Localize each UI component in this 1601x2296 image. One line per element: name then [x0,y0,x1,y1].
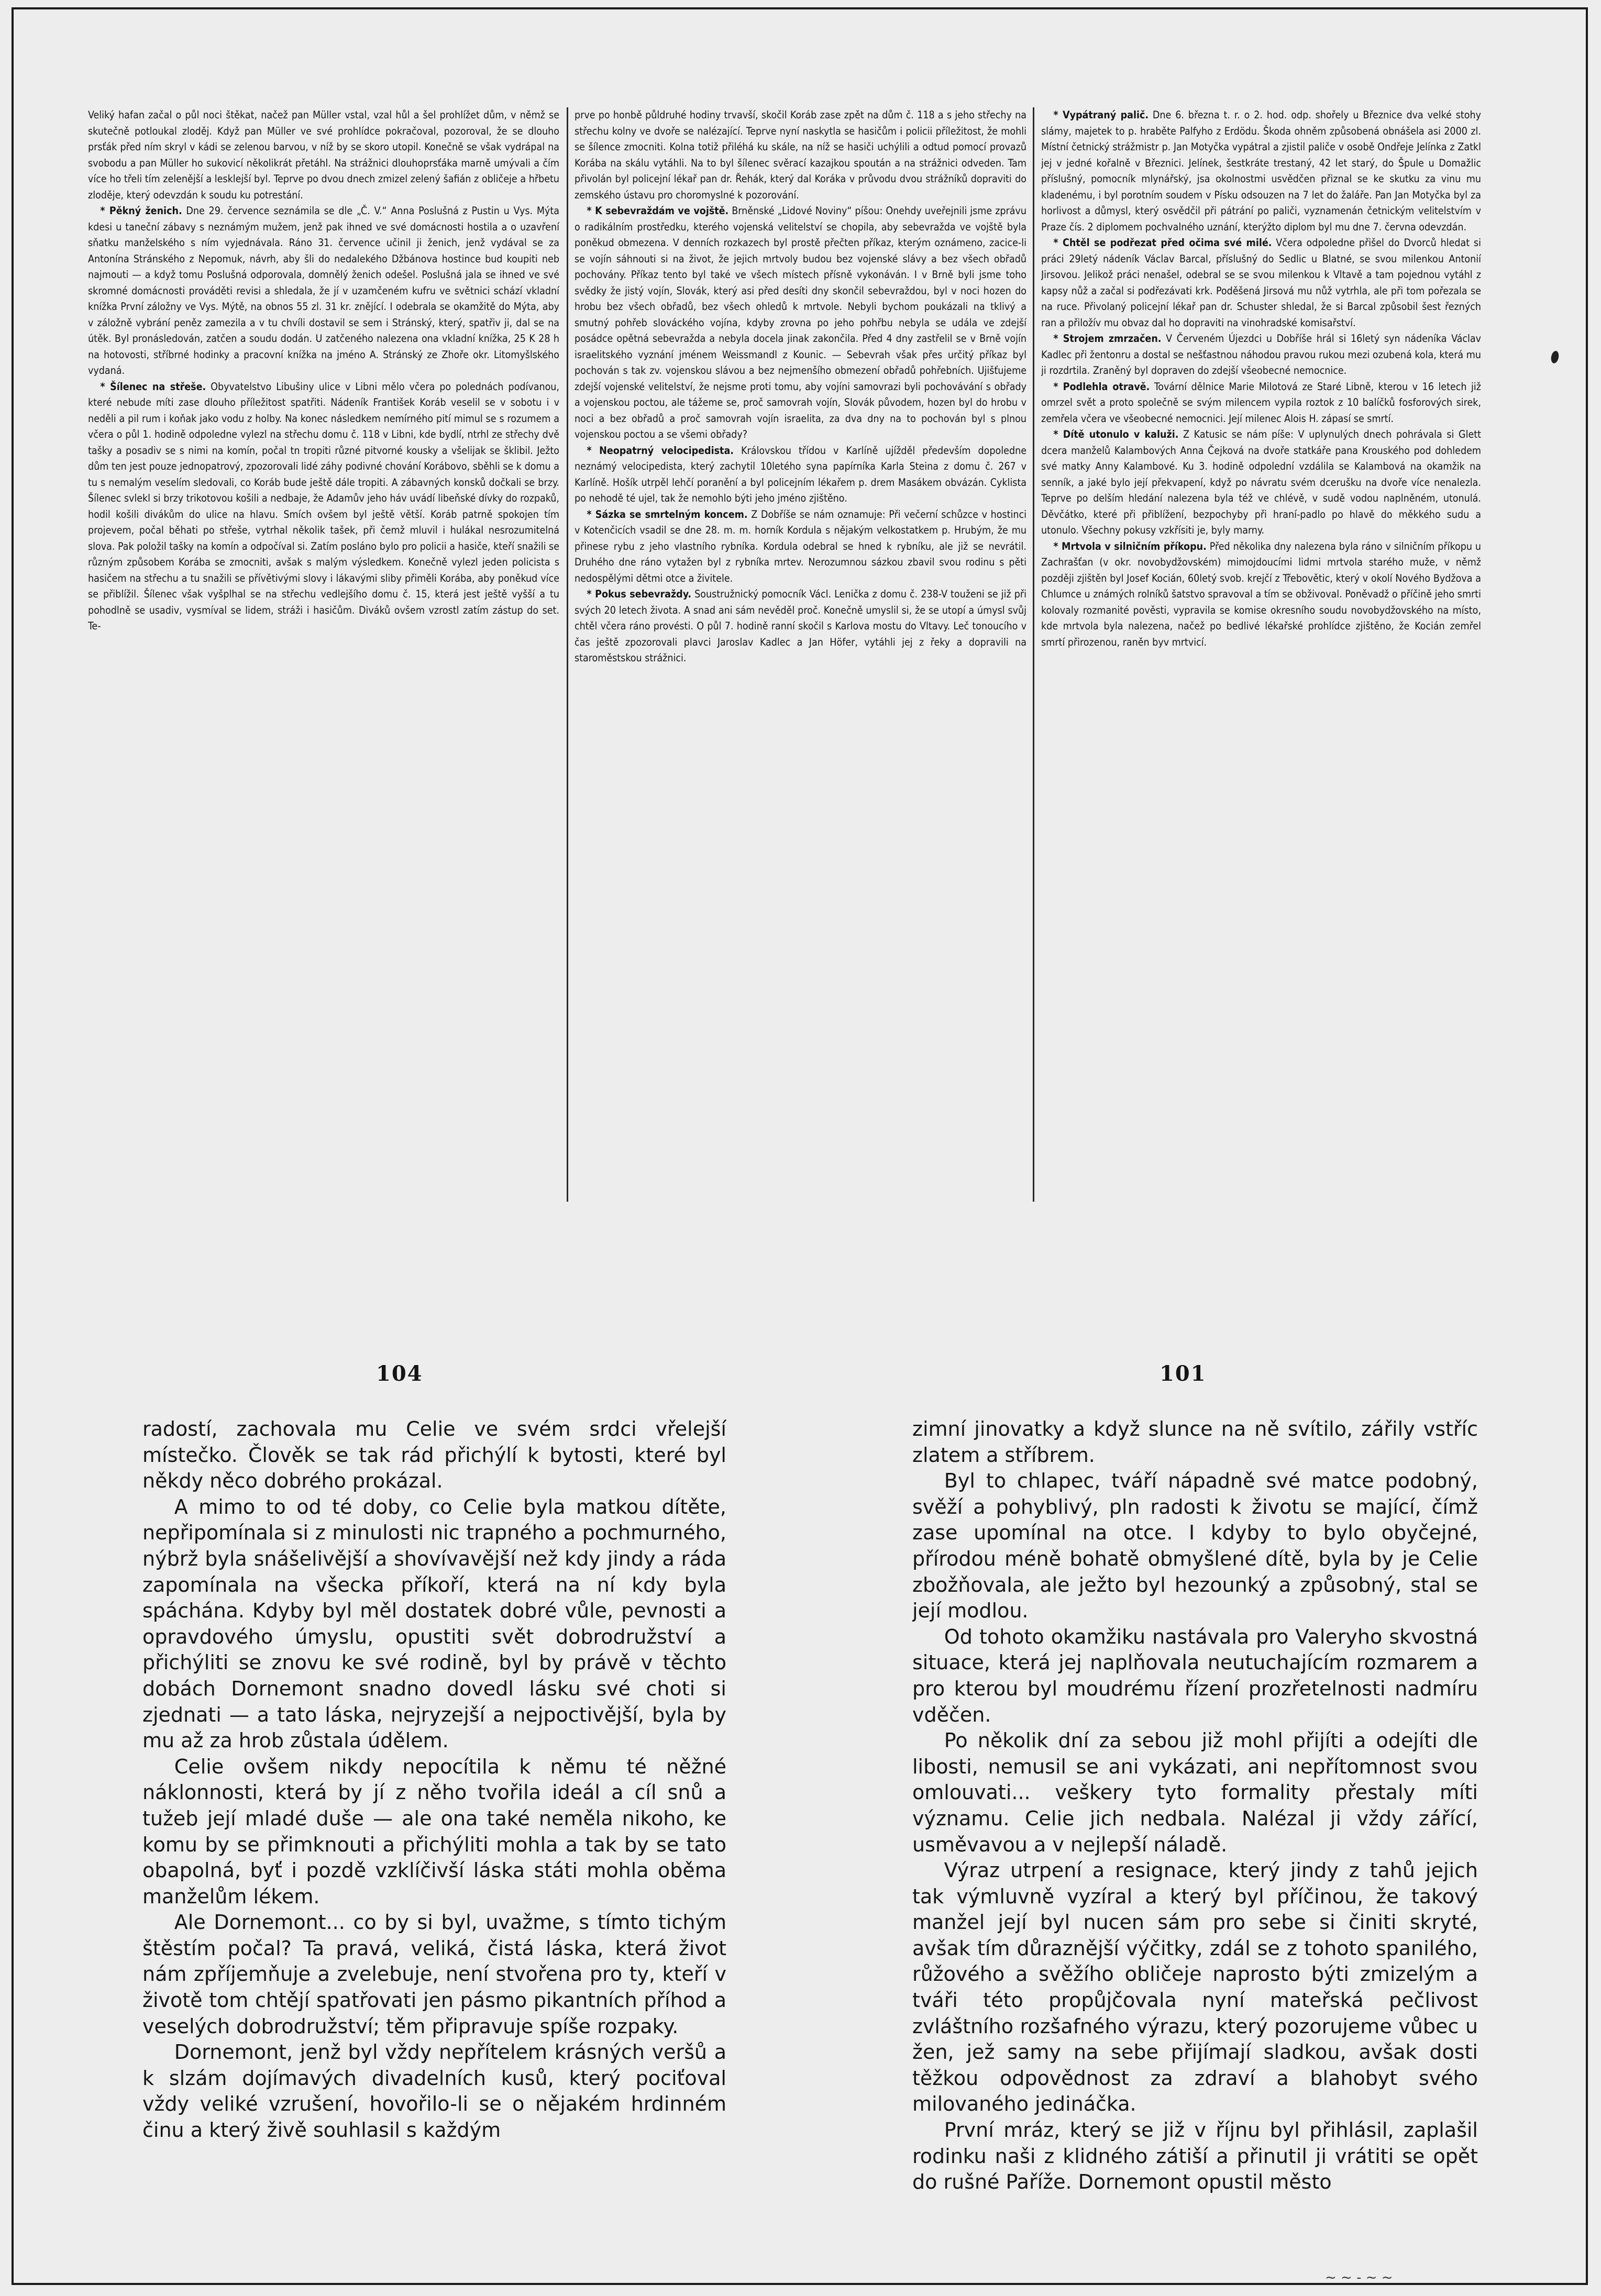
news-article [1041,379,1481,427]
news-article [575,507,1026,587]
article-headline: * Neopatrný velocipedista. [587,444,734,457]
news-column-2 [575,107,1026,1207]
news-article [575,107,1026,203]
news-article [1041,235,1481,331]
article-text: Tovární dělnice Marie Milotová ze Staré Libně, kterou v 16 letech již omrzel svět a proto společně se svým milencem vypila roztok z 10 balíčků fosforových sirek, zemřela včera ve všeobecné nemocnici. Její milenec Alois H. zápasí se smrtí. [1041,380,1481,425]
news-article [1041,107,1481,235]
article-text: Brněnské „Lidové Noviny“ píšou: Onehdy uveřejnili jsme zprávu o radikálním prostředku, kterého vojenská velitelství se chopila, aby sebevražda ve vojště byla poněkud obmezena. V denních rozkazech byl prostě přečten příkaz, kterým oznámeno, zacice-li se vojín sáhnouti si na život, že jejich mrtvoly budou bez vojenské slávy a bez všech obřadů pochovány. Příkaz tento byl také ve všech místech přísně vykonáván. I v Brně byli jsme toho svědky že jistý vojín, Slovák, který asi před desíti dny skončil sebevraždou, byl v noci hozen do hrobu bez všech obřadů, bez všech ohledů k mrtvole. Nebyli bychom poukázali na tklivý a smutný pohřeb slováckého vojína, kdyby zrovna po jeho pohřbu nebyla se udála ve zdejší posádce opětná sebevražda a nebyla docela jinak zakončila. Před 4 dny zastřelil se v Brně vojín israelitského vyznání jménem Weissmandl z Kounic. — Sebevrah však přes určitý příkaz byl pochován s tak zv. vojenskou slávou a bez nejmenšího obmezení obřadů pohřebních. Ujišťujeme zdejší vojenské velitelství, že nejsme proti tomu, aby vojíni samovrazi byli pochovávání s obřady a vojenskou poctou, ale tážeme se, proč samovrah vojín, Slovák původem, hozen byl do hrobu v noci a bez obřadů a proč samovrah vojín israelita, za dva dny na to pochován byl s plnou vojenskou poctou a se všemi obřady? [575,205,1026,440]
news-article [575,586,1026,667]
book-page-left [142,1416,726,2233]
article-text: Obyvatelstvo Libušiny ulice v Libni mělo včera po polednách podívanou, které nebude míti zase dlouho příležitost spatřiti. Nádeník František Koráb veselil se v sobotu i v neděli a pil rum i koňak jako vodu z holby. Na konec následkem nemírného pití mimul se s rozumem a včera o půl 1. hodině odpoledne vylezl na střechu domu č. 118 v Libni, kde bydlí, ntrhl ze střechy dvě tašky a posadiv se s nimi na komín, počal tn tropiti různé pitvorné kousky a všelijak se šklibil. Ježto dům ten jest pouze jednopatrový, zpozorovali lidé záhy podivné chování Korábovo, sběhli se k domu a tu s nemalým veselím sledovali, co Koráb bude ještě dále tropiti. A zábavných konsků dočkali se brzy. Šílenec svlekl si brzy trikotovou košili a nedbaje, že Adamův jeho háv uvádí libeňské dívky do rozpaků, hodil košili divákům do ulice na hlavu. Smích ovšem byl ještě větší. Koráb patrně spokojen tím projevem, počal běhati po střeše, vytrhal několik tašek, při čemž mluvil i hulákal nesrozumitelná slova. Pak položil tašky na komín a odpočíval si. Zatím posláno bylo pro policii a hasiče, kteří snažili se různým způsobem Korába se zmocniti, avšak s malým výsledkem. Konečně vylezl jeden policista s hasičem na střechu a tu snažili se přívětivými slovy i lákavými sliby přiměli Korába, aby poněkud více se přiblížil. Šílenec však vyšplhal se na střechu vedlejšího domu č. 15, která jest ještě vyšší a tu pohodlně se usadiv, vysmíval se lidem, stráži i hasičům. Diváků ovšem vzrostl zatím zástup do set. Te- [88,380,559,632]
article-headline: * Strojem zmrzačen. [1053,332,1162,345]
article-headline: * Podlehla otravě. [1053,380,1150,393]
article-headline: * K sebevraždám ve vojště. [587,205,729,217]
article-text: Včera odpoledne přišel do Dvorců hledat si práci 29letý nádeník Václav Barcal, příslušný do Sedlic u Blatné, se svou milenkou Antonií Jirsovou. Jelikož práci nenašel, odebral se se svou milenkou k Vltavě a tam pojednou vytáhl z kapsy nůž a začal si podřezávati krk. Poděšená Jirsová mu nůž vytrhla, ale při tom pořezala se na ruce. Přivolaný policejní lékař pan dr. Schuster shledal, že si Barcal způsobil šest řezných ran a přiložív mu obvaz dal ho dopraviti na vinohradské komisařství. [1041,237,1481,329]
book-paragraph: zimní jinovatky a když slunce na ně svítilo, zářily vstříc zlatem a stříbrem. [912,1417,1478,1467]
article-text: V Červeném Újezdci u Dobříše hrál si 16letý syn nádeníka Václav Kadlec při žentonru a dostal se nešťastnou náhodou pravou rukou mezi ozubená kola, která mu ji rozdrtila. Zraněný byl dopraven do zdejší všeobecné nemocnice. [1041,332,1481,376]
news-article [88,379,559,635]
article-headline: * Šílenec na střeše. [100,380,206,393]
column-rule-2 [1033,107,1034,1202]
article-text: Před několika dny nalezena byla ráno v silničním příkopu u Zachrašťan (v okr. novobydžovském) mimojdoucími lidmi mrtvola starého muže, v němž později zjištěn byl Josef Kocián, 60letý svob. krejčí z Třebovětic, který v okolí Nového Bydžova a Chlumce u známých rolníků šatstvo spravoval a tím se obživoval. Poněvadž o příčině jeho smrti kolovaly rozmanité pověsti, vypravila se komise okresního soudu novobydžovského na místo, kde mrtvola byla nalezena, načež po bedlivé lékařské prohlídce zjištěno, že Kocián zemřel smrtí přirozenou, raněn byv mrtvicí. [1041,540,1481,648]
page-number-left: 104 [376,1361,423,1386]
book-paragraph: Dornemont, jenž byl vždy nepřítelem krásných veršů a k slzám dojímavých divadelních kusů, který pociťoval vždy veliké vzrušení, hovořilo-li se o nějakém hrdinném činu a který živě souhlasil s každým [142,2040,726,2142]
page-number-right: 101 [1160,1361,1207,1386]
article-text: Veliký hafan začal o půl noci štěkat, načež pan Müller vstal, vzal hůl a šel prohlížet dům, v němž se skutečně potloukal zloděj. Když pan Müller ve své prohlídce pokračoval, pozoroval, že se dlouho prsťák před ním skryl v kádi se zelenou barvou, v níž by se skoro utopil. Konečně se však vydrápal na svobodu a pan Müller ho sukovicí několikrát přetáhl. Na strážnici dlouhoprsťáka marně umývali a čím více ho třeli tím zelenější a lesklejší byl. Teprve po dvou dnech zmizel zelený šafián z obličeje a hřbetu zloděje, který odevzdán k soudu ku potrestání. [88,109,559,201]
article-text: prve po honbě půldruhé hodiny trvavší, skočil Koráb zase zpět na dům č. 118 a s jeho střechy na střechu kolny ve dvoře se nalézající. Teprve nyní naskytla se hasičům i policii příležitost, že mohli se šílence zmocniti. Kolna totiž přiléhá ku skále, na níž se hasiči uchýlili a odtud pomocí provazů Korába na skálu vytáhli. Na to byl šílenec svěrací kazajkou spoután a na strážnici odveden. Tam přivolán byl policejní lékař pan dr. Řehák, který dal Koráka v průvodu dvou strážníků dopraviti do zemského ústavu pro choromyslné k pozorování. [575,109,1026,201]
book-paragraph: Celie ovšem nikdy nepocítila k němu té něžné náklonnosti, která by jí z něho tvořila ideál a cíl snů a tužeb její mladé duše — ale ona také neměla nikoho, ke komu by se přimknouti a přichýliti mohla a tak by se tato obapolná, byť i pozdě vzklíčivší láska státi mohla oběma manželům lékem. [142,1755,726,1908]
book-paragraph: Od tohoto okamžiku nastávala pro Valeryho skvostná situace, která jej naplňovala neutuchajícím rozmarem a pro kterou byl moudrému řízení prozřetelnosti nadmíru vděčen. [912,1625,1478,1726]
article-headline: * Pěkný ženich. [100,205,182,217]
book-paragraph: radostí, zachovala mu Celie ve svém srdci vřelejší místečko. Člověk se tak rád přichýlí k bytosti, které byl někdy něco dobrého prokázal. [142,1417,726,1493]
news-article [1041,539,1481,651]
book-paragraph: Výraz utrpení a resignace, který jindy z tahů jejich tak výmluvně vyzíral a který byl příčinou, že takový manžel její byl nucen sám pro sebe si činiti skryté, avšak tím důraznější výčitky, zdál se z tohoto spanilého, růžového a svěžího obličeje naprosto býti zmizelým a tváři této propůjčovala nyní mateřská pečlivost zvláštního rozšafného výrazu, který pozorujeme vůbec u žen, jež samy na sebe přijímají sladkou, avšak dosti těžkou odpovědnost za zdraví a blahobyt svého milovaného jedináčka. [912,1859,1478,2116]
column-rule-1 [567,107,568,1202]
article-headline: * Dítě utonulo v kaluži. [1053,428,1179,440]
news-article [575,443,1026,507]
book-paragraph: Ale Dornemont... co by si byl, uvažme, s tímto tichým štěstím počal? Ta pravá, veliká, čistá láska, která život nám zpříjemňuje a zvelebuje, není stvořena pro ty, kteří v životě tom chtějí spatřovati jen pásmo pikantních příhod a veselých dobrodružství; těm připravuje spíše rozpaky. [142,1911,726,2038]
book-paragraph: Po několik dní za sebou již mohl přijíti a odejíti dle libosti, nemusil se ani vykázati, ani nepřítomnost svou omlouvati... veškery tyto formality přestaly míti významu. Celie jich nedbala. Nalézal ji vždy zářící, usměvavou a v nejlepší náladě. [912,1729,1478,1856]
book-paragraph: A mimo to od té doby, co Celie byla matkou dítěte, nepřipomínala si z minulosti nic trapného a pochmurného, nýbrž byla snášelivější a shovívavější než kdy jindy a ráda zapomínala na všecka příkoří, která na ní kdy byla spáchána. Kdyby byl měl dostatek dobré vůle, pevnosti a opravdového úmyslu, opustiti svět dobrodružství a přichýliti se znovu ke své rodině, byl by právě v těchto dobách Dornemont snadno dovedl lásku své choti si zjednati — a tato láska, nejryzejší a nejpoctivější, byla by mu až za hrob zůstala údělem. [142,1495,726,1752]
book-paragraph: Byl to chlapec, tváří nápadně své matce podobný, svěží a pohyblivý, pln radosti k životu se mající, čímž zase upomínal na otce. I kdyby to bylo obyčejné, přírodou méně bohatě obmyšlené dítě, byla by je Celie zbožňovala, ale ježto byl hezounký a způsobný, stal se její modlou. [912,1469,1478,1623]
bottom-mark: ~ ~ - ~ ~ [1325,2270,1393,2286]
news-column-1 [88,107,559,1207]
book-page-right [912,1416,1478,2233]
article-headline: * Mrtvola v silničním příkopu. [1053,540,1207,552]
article-headline: * Pokus sebevraždy. [587,588,692,600]
article-headline: * Sázka se smrtelným koncem. [587,508,748,520]
news-article [88,107,559,203]
news-column-3 [1041,107,1481,1207]
book-paragraph: První mráz, který se již v říjnu byl přihlásil, zaplašil rodinku naši z klidného zátiší a přinutil ji vrátiti se opět do rušné Paříže. Dornemont opustil město [912,2118,1478,2194]
news-article [575,203,1026,443]
article-text: Královskou třídou v Karlíně ujížděl především dopoledne neznámý velocipedista, který zachytil 10letého syna papírníka Karla Steina z domu č. 267 v Karlíně. Hošík utrpěl lehčí poranění a byl policejním lékařem p. drem Masákem obvázán. Cyklista po nehodě té ujel, tak že nemohlo býti jeho jméno zjištěno. [575,444,1026,504]
article-text: Z Katusic se nám píše: V uplynulých dnech pohrávala si Glett dcera manželů Kalambových Anna Čejková na dvoře statkáře pana Krouského pod dohledem své matky Anny Kalambové. Ku 3. hodině odpolední vzdálila se Kalambová na okamžik na senník, a jaké bylo její překvapení, když po návratu svém dcerušku na dvoře více nenalezla. Teprve po delším hledání nalezena byla též ve chlévě, v sudě vodou naplněném, utonulá. Děvčátko, které při přiblížení, bezpochyby při hraní-padlo po hlavě do měkkého sudu a utonulo. Všechny pokusy vzkřísiti je, byly marny. [1041,428,1481,536]
article-text: Dne 29. července seznámila se dle „Č. V.“ Anna Poslušná z Pustin u Vys. Mýta kdesi u taneční zábavy s neznámým mužem, jenž pak ihned ve své domácnosti hostila a o uzavření sňatku manželského s ním vyjednávala. Ráno 31. července učinil ji ženich, jenž vydával se za Antonína Stránského z Nepomuk, návrh, aby šli do nedalekého Džbánova hostince bud koupiti neb najmouti — a když tomu Poslušná odporovala, domnělý ženich odešel. Poslušná jala se ihned ve své skromné domácnosti prováděti revisi a shledala, že jí v uzamčeném kufru ve světnici schází vkladní knížka První záložny ve Vys. Mýtě, na obnos 55 zl. 31 kr. znějící. I odebrala se okamžitě do Mýta, aby v záložně vybrání peněz zamezila a v tu chvíli dostavil se sem i Stránský, který, spatřiv ji, dal se na útěk. Byl pronásledován, zatčen a soudu dodán. U zatčeného nalezena ona vkladní knížka, 25 K 28 h na hotovosti, stříbrné hodinky a pracovní knížka na jméno A. Stránský ze Zhoře okr. Litomyšlského vydaná. [88,205,559,376]
article-text: Z Dobříše se nám oznamuje: Při večerní schůzce v hostinci v Kotenčicích vsadil se dne 28. m. m. horník Kordula s nějakým velkostatkem p. Hrubým, že mu přinese rybu z jeho vlastního rybníka. Kordula odebral se hned k rybníku, ale již se nevrátil. Druhého dne ráno vytažen byl z rybníka mrtev. Nerozumnou sázkou zbavil svou rodinu s pěti nedospělými dětmi otce a živitele. [575,508,1026,584]
article-text: Soustružnický pomocník Václ. Lenička z domu č. 238-V touženi se již při svých 20 letech života. A snad ani sám nevěděl proč. Konečně umyslil si, že se utopí a úmysl svůj chtěl včera ráno provésti. O půl 7. hodině ranní skočil s Karlova mostu do Vltavy. Leč tonoucího v čas ještě zpozorovali plavci Jaroslav Kadlec a Jan Höfer, vytáhli jej z řeky a dopravili na staroměstskou strážnici. [575,588,1026,664]
article-headline: * Vypátraný palič. [1053,109,1149,121]
news-article [1041,427,1481,539]
article-text: Dne 6. března t. r. o 2. hod. odp. shořely u Březnice dva velké stohy slámy, majetek to p. hraběte Palfyho z Erdödu. Škoda ohněm způsobená obnášela asi 2000 zl. Místní četnický strážmistr p. Jan Motyčka vypátral a zjistil paliče v osobě Ondřeje Jelínka z Zatkl jej v jedné kořalně v Březnici. Jelínek, šestkráte trestaný, 42 let starý, do Špule u Domažlic příslušný, pomocník mlynářský, jsa okolnostmi usvědčen přiznal se ke skutku za vinu mu kladenému, i byl porotním soudem v Písku odsouzen na 7 let do žaláře. Pan Jan Motyčka byl za horlivost a důmysl, který osvědčil při pátrání po paliči, vyznamenán četnickým velitelstvím v Praze čís. 2 diplomem pochvalného uznání, kterýžto diplom byl mu dne 7. června odevzdán. [1041,109,1481,233]
article-headline: * Chtěl se podřezat před očima své milé. [1053,237,1272,249]
news-article [88,203,559,379]
news-article [1041,331,1481,379]
